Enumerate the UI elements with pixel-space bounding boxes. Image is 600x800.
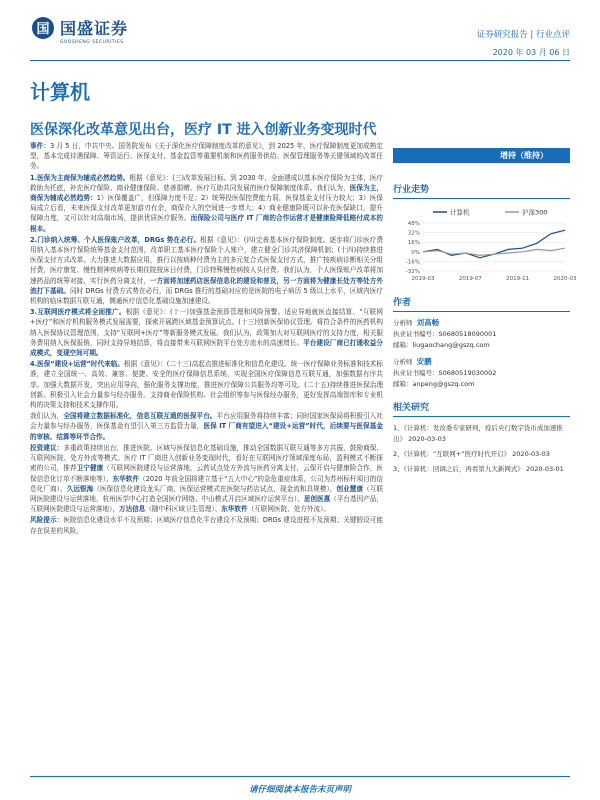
header-divider [30, 60, 570, 61]
y-tick-label: -16% [405, 259, 420, 266]
y-tick-label: 48% [407, 221, 420, 227]
y-tick-label: 16% [407, 240, 420, 247]
report-date: 2020 年 03 月 06 日 [492, 48, 570, 57]
y-tick-label: 32% [407, 230, 420, 237]
analyst-title: 作者 [393, 295, 570, 312]
sidebar [393, 172, 577, 479]
x-tick-label: 2019-03 [411, 276, 435, 282]
paragraph-2: 2.门诊纳入统筹、个人医保账户改革，DRGs 势在必行。根据《意见》：(四)完善基本医疗保险制度。逐步将门诊医疗费用纳入基本医疗保险统筹基金支付范围，改革职工基本医疗保险个人账户，建立健全门诊共济保障机制；(十四)持续推进医保支付方式改革。大力推进大数据应用，推行以按病种付费为主的多元复合式医保支付方式，推广按疾病诊断相关分组付费，医疗康复、慢性精神疾病等长期住院按床日付费，门诊特殊慢性病按人头付费。我们认为，个人医保账户改革将加速药品的统筹对接，实行医药分离支付，一方面将加速药店医保信息化的建设和普及，另一方面将为健康长处方等处方外流打下基础。同时 DRGs 付费方式势在必行，而 DRGs 推行的基础对应的是医院的电子病历 5 级以上水平，区域内医疗机构的临床数据互联互通，侧通医疗信息化基础设施加速建设。 [30, 235, 384, 306]
footer-divider [30, 776, 570, 777]
paragraph-4: 4.医保“建设+运营”时代来临。根据《意见》：(二十三)高起点推进标准化和信息化建设。统一医疗保障业务标准和技术标准，建立全国统一、高效、兼容、便捷、安全的医疗保障信息系统，实现全国医疗保障信息互联互通，加强数据有序共享。加强大数据开发，突出应用导向，强化服务支撑功能，推进医疗保障公共服务均等可及。(二十五)持续推进医保治理创新。积极引入社会力量参与经办服务。支持商业保险机构、社会组织等参与医保经办服务，更好发挥高端智库和专业机构的决策支持和技术支撑作用。 [30, 360, 383, 410]
paragraph-3: 3.互联网医疗模式将全面推广。根据《意见》：(十一)加强基金预算管理和风险预警。适应异地就医直接结算、“互联网+医疗”和医疗机构服务模式发展需要，探索开展跨区域基金预算试点。(十三)创新医保协议管理。将符合条件的医药机构纳入医保协议管理范围，支持“互联网+医疗”等新服务模式发展。我们认为，政策加大对互联网医疗的支持力度，相关服务费用纳入医保报销，同时支持异地结算，将直接带来互联网医院平台处方流水的高速增长。平台建设厂商已打通收益分成模式，变现空间可期。 [30, 308, 384, 358]
company-logo [32, 16, 128, 39]
x-tick-label: 2020-03 [553, 276, 577, 282]
analyst-2: 分析师 安鹏 执业证书编号：S0680519030002 邮箱：anpeng@gszq.com [393, 357, 497, 388]
footer-disclaimer: 请仔细阅读本报告末页声明 [248, 785, 351, 795]
trend-chart [393, 205, 577, 285]
report-headline: 医保深化改革意见出台，医疗 IT 进入创新业务变现时代 [30, 122, 377, 138]
y-tick-label: 0% [411, 249, 420, 256]
report-type: 证券研究报告 | 行业点评 [476, 30, 570, 40]
paragraph-investment: 投资建议：多重政策持续出台，推进医院、区域与医保信息化基础设施，推动全国数据互联互通等多方共振，鼓励商保、互联网医院、处方外流等模式。医疗 IT 厂商进入创新业务变现时代，看好在互联网医疗领域深度布局，盈利模式不断探索的公司，推荐卫宁健康（互联网医院建设与运营落地，云药试点处方外流与医药分离支付，云保开启与健康险合作，医保信息化订单不断落地等）、东华软件（2020 年前全国将建立基于“五大中心”的急危重症体系，公司为苏州标杆项目的信息化厂商），久远银海（医保信息化建设龙头厂商，医保运营模式在医院与药店试点，现金流和具规模），创业慧康（互联网医院建设与运营落地，杭州医学中心打造全国医疗网络、中山模式开启区域医疗运营平台）、思创医惠（平台基因产品，互联网医院建设与运营落地），万达信息（随中科区域卫生管理）、东华软件（互联网医院、处方外流）。 [30, 443, 384, 514]
related-item[interactable]: 2、《计算机：“互联网+”医疗时代开启》 2020-03-03 [393, 450, 550, 458]
report-header [0, 0, 600, 60]
paragraph-5: 我们认为，全国将建立数据标准化，信息互联互通的医保平台。平台应用服务将持续丰富；同时国家医保局将积极引入社会力量参与经办服务，医保基金有望引入第三方监管力量，医保 IT 厂商有望进入“建设+运营”时代，后续要与医保基金的审核、结算等环节合作。 [30, 412, 384, 441]
analyst-2-email[interactable]: anpeng@gszq.com [412, 380, 475, 388]
x-tick-label: 2019-11 [506, 276, 530, 282]
paragraph-risk: 风险提示：医院信息化建设水平不及预期；区域医疗信息化平台建设不及预期；DRGs 建设进程不及预期；关键假设可能存在误差的风险。 [30, 516, 383, 535]
related-item[interactable]: 3、《计算机：回调之后，再看第九大新网式》 2020-03-01 [393, 465, 564, 473]
legend-label: 沪深300 [522, 208, 548, 217]
logo-english: GUOSHENG SECURITIES [60, 40, 124, 45]
report-body [30, 141, 383, 537]
trend-title: 行业走势 [393, 182, 570, 199]
related-list [393, 423, 570, 475]
rating-badge: 增持（维持） [393, 148, 570, 163]
legend-label: 计算机 [450, 208, 470, 217]
paragraph-event: 事件：3 月 5 日，中共中央、国务院发布《关于深化医疗保障制度改革的意见》，到 2025 年，医疗保障制度更加成熟定型，基本完成待遇保障、筹资运行、医保支付、基金监管等重要机制和医药服务供给、医保管理服务等关键领域的改革任务。 [30, 142, 384, 171]
logo-text: 国盛证券 [60, 19, 129, 38]
related-title: 相关研究 [393, 400, 570, 417]
x-tick-label: 2019-07 [458, 276, 482, 282]
paragraph-1: 1.医保为主商保为辅成必然趋势。根据《意见》：(三)改革发展目标。到 2030 年，全面建成以基本医疗保险为主体，医疗救助为托底，补充医疗保险、商业健康保险、慈善捐赠、医疗互助共同发展的医疗保障制度体系。我们认为，医保为主，商保为辅成必然趋势：1）医保覆盖广，但保障力度不足；2）统筹投医保控费能力弱，医保基金支付压力较大；3）医保局成立后看，未来医保支付改革更加游刃有余，商保介入的空间进一步增大；4）商业健康险既可以补充医保缺口，提升保障力度，又可以针对高端市场，提供优质医疗服务。而保险公司与医疗 IT 厂商的合作运营才是健康险降低赔付成本的根本。 [30, 173, 384, 233]
related-item[interactable]: 1、《计算机：发改委专家研判，疫后央行数字货币成加速推出》 2020-03-03 [393, 424, 563, 443]
analyst-1-email[interactable]: liugaochang@gszq.com [412, 341, 490, 349]
trend-chart-svg [393, 205, 577, 285]
y-tick-label: -32% [405, 269, 420, 275]
logo-icon: 国 [32, 17, 54, 39]
sector-title: 计算机 [30, 80, 90, 104]
analyst-1: 分析师 刘高畅 执业证书编号：S0680518090001 邮箱：liugaochang@gszq.com [393, 318, 497, 349]
